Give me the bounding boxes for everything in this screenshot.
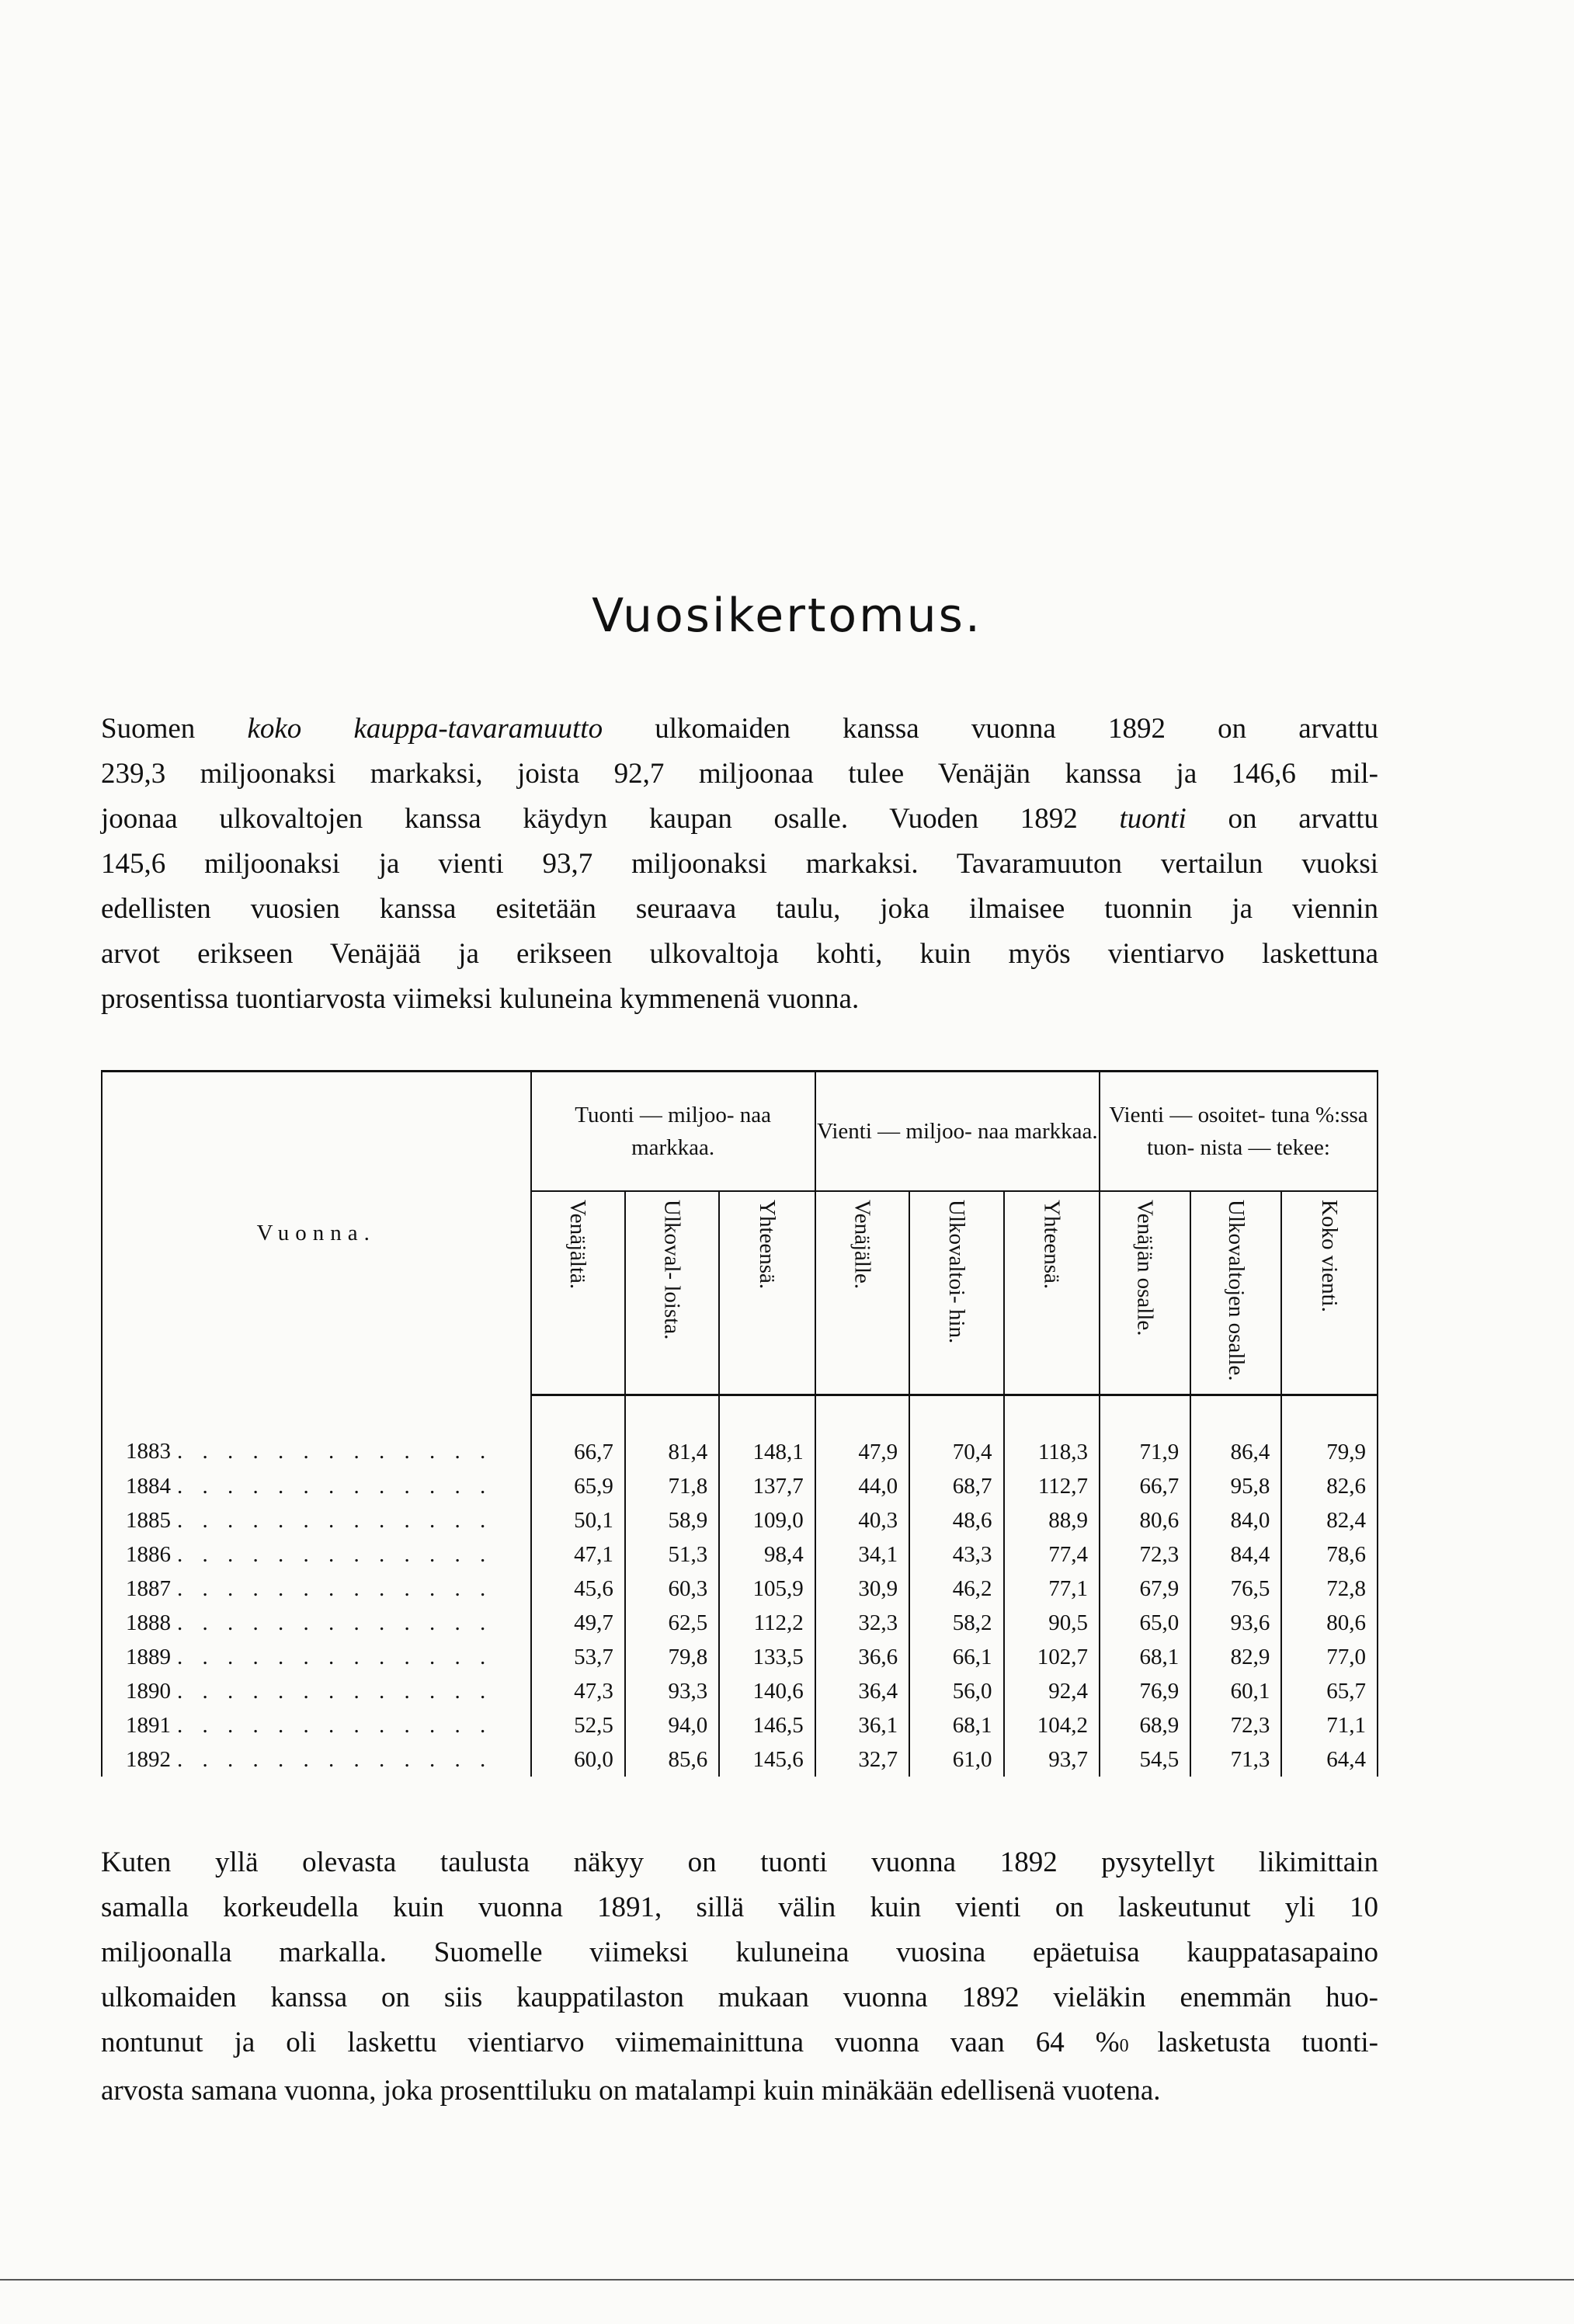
value-cell: 58,2 — [909, 1606, 1003, 1640]
value-cell: 145,6 — [719, 1742, 815, 1777]
value-cell: 48,6 — [909, 1503, 1003, 1537]
value-cell: 112,7 — [1004, 1469, 1100, 1503]
value-cell: 146,5 — [719, 1708, 815, 1742]
value-cell: 72,3 — [1100, 1537, 1190, 1572]
outro-text: arvosta samana vuonna, joka prosenttiluku on matalampi kuin minäkään edellisenä vuotena. — [101, 2075, 1161, 2107]
leader-dots: . . . . . . . . . . . . . — [177, 1610, 493, 1635]
outro-text: lasketusta tuonti- — [1157, 2027, 1378, 2058]
column-header-label: Venäjän osalle. — [1132, 1200, 1158, 1336]
intro-text: 145,6 miljoonaksi ja vienti 93,7 miljoonaksi markaksi. Tavaramuuton vertailun vuoksi — [101, 848, 1378, 880]
year-cell — [102, 1606, 531, 1640]
column-header — [1281, 1191, 1378, 1395]
table-row — [102, 1469, 1378, 1503]
value-cell: 68,7 — [909, 1469, 1003, 1503]
value-cell: 60,3 — [625, 1572, 719, 1606]
page-title: Vuosikertomus. — [592, 589, 982, 643]
leader-dots: . . . . . . . . . . . . . — [177, 1576, 493, 1601]
value-cell: 93,6 — [1190, 1606, 1281, 1640]
value-cell: 68,1 — [909, 1708, 1003, 1742]
year-label: 1884 — [126, 1474, 171, 1499]
group-header-tuonti: Tuonti — miljoo- naa markkaa. — [531, 1072, 815, 1192]
column-header — [1004, 1191, 1100, 1395]
table-body — [102, 1395, 1378, 1777]
value-cell: 79,8 — [625, 1640, 719, 1674]
value-cell: 66,1 — [909, 1640, 1003, 1674]
value-cell: 47,9 — [815, 1395, 909, 1470]
year-cell — [102, 1537, 531, 1572]
outro-text: nontunut ja oli laskettu vientiarvo viimemainittuna vuonna vaan 64 % — [101, 2027, 1120, 2058]
leader-dots: . . . . . . . . . . . . . — [177, 1679, 493, 1704]
year-label: 1890 — [126, 1679, 171, 1704]
value-cell: 88,9 — [1004, 1503, 1100, 1537]
value-cell: 51,3 — [625, 1537, 719, 1572]
column-header-label: Yhteensä. — [1039, 1200, 1065, 1290]
value-cell: 43,3 — [909, 1537, 1003, 1572]
value-cell: 71,9 — [1100, 1395, 1190, 1470]
value-cell: 68,9 — [1100, 1708, 1190, 1742]
year-cell — [102, 1742, 531, 1777]
intro-text: edellisten vuosien kanssa esitetään seuraava taulu, joka ilmaisee tuonnin ja viennin — [101, 893, 1378, 925]
intro-line — [101, 797, 1378, 842]
outro-text: Kuten yllä olevasta taulusta näkyy on tuonti vuonna 1892 pysytellyt likimittain — [101, 1846, 1378, 1878]
value-cell: 45,6 — [531, 1572, 625, 1606]
outro-line — [101, 1930, 1378, 1975]
value-cell: 60,1 — [1190, 1674, 1281, 1708]
value-cell: 67,9 — [1100, 1572, 1190, 1606]
intro-line — [101, 887, 1378, 932]
leader-dots: . . . . . . . . . . . . . — [177, 1542, 493, 1567]
value-cell: 36,1 — [815, 1708, 909, 1742]
column-header-label: Venäjälle. — [850, 1200, 875, 1290]
column-header-label: Venäjältä. — [565, 1200, 591, 1290]
leader-dots: . . . . . . . . . . . . . — [177, 1713, 493, 1738]
value-cell: 82,6 — [1281, 1469, 1378, 1503]
year-label: 1888 — [126, 1610, 171, 1635]
intro-text: koko kauppa-tavaramuutto — [247, 713, 603, 745]
table-row — [102, 1572, 1378, 1606]
value-cell: 49,7 — [531, 1606, 625, 1640]
value-cell: 61,0 — [909, 1742, 1003, 1777]
value-cell: 65,7 — [1281, 1674, 1378, 1708]
value-cell: 82,4 — [1281, 1503, 1378, 1537]
outro-line — [101, 2020, 1378, 2069]
table-row — [102, 1708, 1378, 1742]
intro-line — [101, 752, 1378, 797]
value-cell: 68,1 — [1100, 1640, 1190, 1674]
intro-line — [101, 932, 1378, 977]
value-cell: 71,1 — [1281, 1708, 1378, 1742]
value-cell: 58,9 — [625, 1503, 719, 1537]
table-row — [102, 1503, 1378, 1537]
value-cell: 93,7 — [1004, 1742, 1100, 1777]
page-bottom-rule — [0, 2279, 1574, 2281]
value-cell: 98,4 — [719, 1537, 815, 1572]
value-cell: 32,3 — [815, 1606, 909, 1640]
year-cell — [102, 1469, 531, 1503]
value-cell: 72,3 — [1190, 1708, 1281, 1742]
value-cell: 95,8 — [1190, 1469, 1281, 1503]
table-row — [102, 1395, 1378, 1470]
leader-dots: . . . . . . . . . . . . . — [177, 1747, 493, 1772]
value-cell: 76,5 — [1190, 1572, 1281, 1606]
value-cell: 86,4 — [1190, 1395, 1281, 1470]
value-cell: 80,6 — [1281, 1606, 1378, 1640]
column-header — [909, 1191, 1003, 1395]
value-cell: 105,9 — [719, 1572, 815, 1606]
intro-line — [101, 977, 1378, 1022]
trade-table — [101, 1070, 1378, 1777]
intro-text: on arvattu — [1186, 803, 1378, 835]
value-cell: 85,6 — [625, 1742, 719, 1777]
year-cell — [102, 1503, 531, 1537]
value-cell: 140,6 — [719, 1674, 815, 1708]
value-cell: 82,9 — [1190, 1640, 1281, 1674]
table-row — [102, 1537, 1378, 1572]
value-cell: 65,9 — [531, 1469, 625, 1503]
value-cell: 47,3 — [531, 1674, 625, 1708]
year-label: 1883 — [126, 1439, 171, 1464]
value-cell: 79,9 — [1281, 1395, 1378, 1470]
group-header-vienti: Vienti — miljoo- naa markkaa. — [815, 1072, 1100, 1192]
column-header-label: Ulkovaltoi- hin. — [943, 1200, 969, 1344]
value-cell: 30,9 — [815, 1572, 909, 1606]
table-row — [102, 1606, 1378, 1640]
value-cell: 92,4 — [1004, 1674, 1100, 1708]
value-cell: 102,7 — [1004, 1640, 1100, 1674]
outro-line — [101, 2069, 1378, 2114]
leader-dots: . . . . . . . . . . . . . — [177, 1645, 493, 1669]
value-cell: 109,0 — [719, 1503, 815, 1537]
value-cell: 66,7 — [531, 1395, 625, 1470]
outro-paragraph — [101, 1840, 1378, 2114]
intro-text: 239,3 miljoonaksi markaksi, joista 92,7 miljoonaa tulee Venäjän kanssa ja 146,6 mil- — [101, 758, 1378, 790]
column-header-label: Yhteensä. — [755, 1200, 780, 1290]
value-cell: 53,7 — [531, 1640, 625, 1674]
value-cell: 104,2 — [1004, 1708, 1100, 1742]
value-cell: 76,9 — [1100, 1674, 1190, 1708]
value-cell: 148,1 — [719, 1395, 815, 1470]
intro-text: arvot erikseen Venäjää ja erikseen ulkovaltoja kohti, kuin myös vientiarvo laskettuna — [101, 938, 1378, 970]
value-cell: 77,4 — [1004, 1537, 1100, 1572]
value-cell: 44,0 — [815, 1469, 909, 1503]
year-label: 1885 — [126, 1508, 171, 1533]
intro-line — [101, 707, 1378, 752]
group-header-percent — [1100, 1072, 1378, 1192]
intro-text: Suomen — [101, 713, 248, 745]
value-cell: 84,0 — [1190, 1503, 1281, 1537]
year-cell — [102, 1640, 531, 1674]
column-header-label: Koko vienti. — [1317, 1200, 1343, 1312]
value-cell: 40,3 — [815, 1503, 909, 1537]
value-cell: 52,5 — [531, 1708, 625, 1742]
value-cell: 133,5 — [719, 1640, 815, 1674]
intro-text: tuonti — [1119, 803, 1187, 835]
value-cell: 64,4 — [1281, 1742, 1378, 1777]
value-cell: 46,2 — [909, 1572, 1003, 1606]
value-cell: 137,7 — [719, 1469, 815, 1503]
value-cell: 66,7 — [1100, 1469, 1190, 1503]
outro-line — [101, 1885, 1378, 1930]
intro-text: joonaa ulkovaltojen kanssa käydyn kaupan osalle. Vuoden 1892 — [101, 803, 1120, 835]
value-cell: 36,6 — [815, 1640, 909, 1674]
value-cell: 118,3 — [1004, 1395, 1100, 1470]
outro-text: miljoonalla markalla. Suomelle viimeksi kuluneina vuosina epäetuisa kauppatasapaino — [101, 1937, 1378, 1968]
value-cell: 70,4 — [909, 1395, 1003, 1470]
value-cell: 77,0 — [1281, 1640, 1378, 1674]
value-cell: 77,1 — [1004, 1572, 1100, 1606]
intro-text: prosentissa tuontiarvosta viimeksi kuluneina kymmenenä vuonna. — [101, 983, 860, 1015]
value-cell: 60,0 — [531, 1742, 625, 1777]
outro-line — [101, 1840, 1378, 1885]
value-cell: 34,1 — [815, 1537, 909, 1572]
group-header-percent-text: Vienti — osoitet- tuna %:ssa tuon- nista — tekee: — [1109, 1103, 1368, 1160]
outro-text: ulkomaiden kanssa on siis kauppatilaston mukaan vuonna 1892 vieläkin enemmän huo- — [101, 1982, 1378, 2013]
year-label: 1891 — [126, 1713, 171, 1738]
value-cell: 93,3 — [625, 1674, 719, 1708]
value-cell: 94,0 — [625, 1708, 719, 1742]
year-cell — [102, 1708, 531, 1742]
column-header — [1190, 1191, 1281, 1395]
year-label: 1886 — [126, 1542, 171, 1567]
year-label: 1892 — [126, 1747, 171, 1772]
column-header — [625, 1191, 719, 1395]
intro-text: ulkomaiden kanssa vuonna 1892 on arvattu — [603, 713, 1378, 745]
year-label: 1889 — [126, 1645, 171, 1669]
outro-line — [101, 1975, 1378, 2020]
value-cell: 54,5 — [1100, 1742, 1190, 1777]
value-cell: 56,0 — [909, 1674, 1003, 1708]
column-header-label: Ulkoval- loista. — [659, 1200, 685, 1340]
percent-sign-decoration: 0 — [1119, 2036, 1158, 2056]
value-cell: 32,7 — [815, 1742, 909, 1777]
value-cell: 81,4 — [625, 1395, 719, 1470]
leader-dots: . . . . . . . . . . . . . — [177, 1439, 493, 1464]
value-cell: 50,1 — [531, 1503, 625, 1537]
value-cell: 72,8 — [1281, 1572, 1378, 1606]
year-cell — [102, 1395, 531, 1470]
table-row — [102, 1742, 1378, 1777]
year-label: 1887 — [126, 1576, 171, 1601]
value-cell: 90,5 — [1004, 1606, 1100, 1640]
column-header — [531, 1191, 625, 1395]
value-cell: 47,1 — [531, 1537, 625, 1572]
value-cell: 112,2 — [719, 1606, 815, 1640]
value-cell: 71,3 — [1190, 1742, 1281, 1777]
value-cell: 65,0 — [1100, 1606, 1190, 1640]
value-cell: 36,4 — [815, 1674, 909, 1708]
table-row — [102, 1640, 1378, 1674]
year-cell — [102, 1572, 531, 1606]
intro-paragraph — [101, 707, 1378, 1022]
year-cell — [102, 1674, 531, 1708]
value-cell: 71,8 — [625, 1469, 719, 1503]
leader-dots: . . . . . . . . . . . . . — [177, 1474, 493, 1499]
column-header — [815, 1191, 909, 1395]
value-cell: 78,6 — [1281, 1537, 1378, 1572]
column-header — [719, 1191, 815, 1395]
value-cell: 80,6 — [1100, 1503, 1190, 1537]
value-cell: 84,4 — [1190, 1537, 1281, 1572]
column-header-label: Ulkovaltojen osalle. — [1223, 1200, 1249, 1381]
table-row — [102, 1674, 1378, 1708]
leader-dots: . . . . . . . . . . . . . — [177, 1508, 493, 1533]
year-column-header: Vuonna. — [102, 1072, 531, 1395]
intro-line — [101, 842, 1378, 887]
value-cell: 62,5 — [625, 1606, 719, 1640]
column-header — [1100, 1191, 1190, 1395]
outro-text: samalla korkeudella kuin vuonna 1891, sillä välin kuin vienti on laskeutunut yli 10 — [101, 1892, 1378, 1923]
